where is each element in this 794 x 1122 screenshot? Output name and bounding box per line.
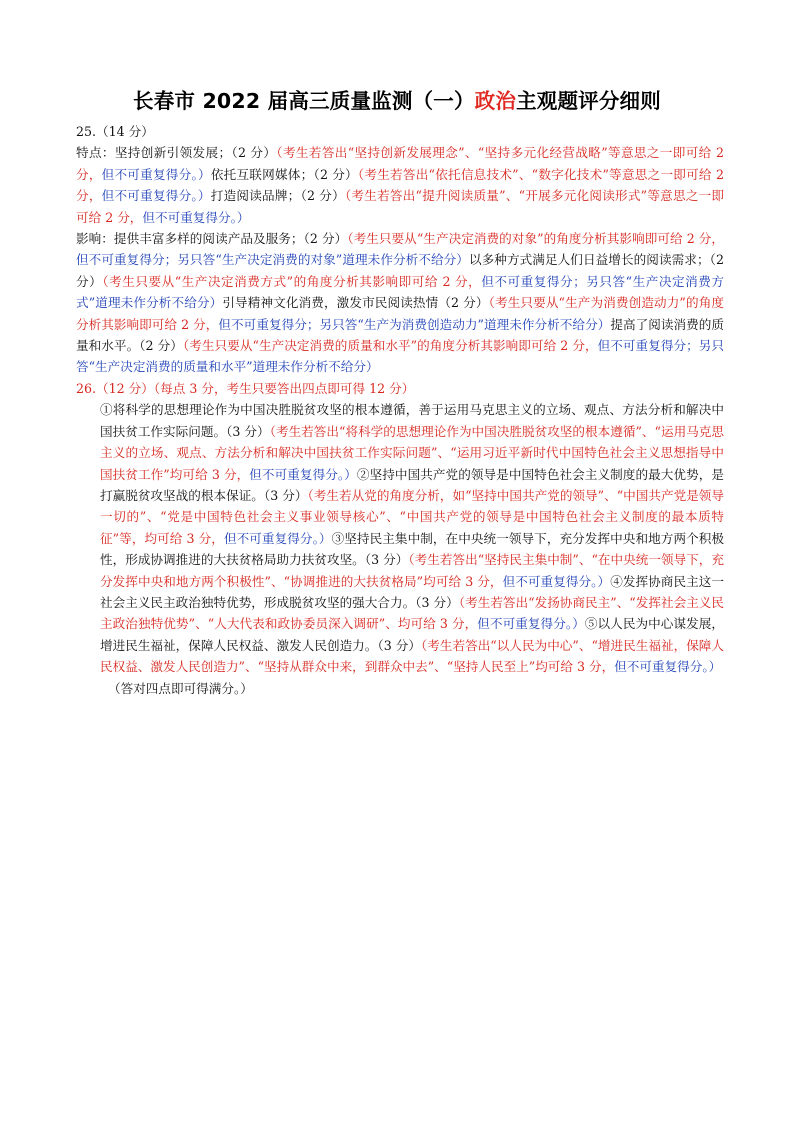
q25-feature-3-note-tail: 但不可重复得分。） <box>142 209 250 225</box>
q25-impact-4: 提高了阅读消费的质量和水平。（2 分） <box>76 316 724 354</box>
q25-impact-1-note-tail: 但不可重复得分；另只答“生产决定消费的对象”道理未作分析不给分） <box>76 252 469 268</box>
q25-feature-2-note: （考生若答出“依托信息技术”、“数字化技术”等意思之一即可给 2 分， <box>76 166 724 204</box>
q25-impact-3-note-tail: 但不可重复得分；另只答“生产为消费创造动力”道理未作分析不给分） <box>218 316 611 332</box>
q25-impact-2-note-tail: 但不可重复得分；另只答“生产决定消费方式”道理未作分析不给分） <box>76 273 724 311</box>
title-part1: 长春市 2022 届高三质量监测（一） <box>133 89 475 113</box>
q26-footer-note: （答对四点即可得满分。） <box>108 680 253 696</box>
q25-feature-1-note-tail: 但不可重复得分。） <box>101 166 211 182</box>
q26-point-4-note: （考生若答出“发扬协商民主”、“发挥社会主义民主政治独特优势”、“人大代表和政协委员深入调研”、均可给 3 分， <box>100 594 725 632</box>
q25-impact-1: 影响：提供丰富多样的阅读产品及服务；（2 分） <box>76 231 348 247</box>
q26-answers <box>76 399 724 677</box>
q26-point-2-note-tail: 但不可重复得分。） <box>223 530 332 546</box>
q26-point-5-note-tail: 但不可重复得分。） <box>614 659 722 675</box>
q25-heading: 25.（14 分） <box>76 124 154 139</box>
q25-impact-4-note-tail: 但不可重复得分；另只答“生产决定消费的质量和水平”道理未作分析不给分） <box>76 338 725 375</box>
q26-point-3: ③坚持民主集中制，在中央统一领导下，充分发挥中央和地方两个积极性，形成协调推进的大扶贫格局助力扶贫攻坚。（3 分） <box>100 530 725 568</box>
title-part2: 主观题评分细则 <box>516 89 661 113</box>
q26-point-2-note: （考生若从党的角度分析，如“坚持中国共产党的领导”、“中国共产党是领导一切的”、“党是中国特色社会主义事业领导核心”、“中国共产党的领导是中国特色社会主义制度的最本质特征”等，均可给 3 分， <box>100 487 725 546</box>
q25-feature-3: 打造阅读品牌；（2 分） <box>210 188 345 204</box>
q26-point-4: ④发挥协商民主这一社会主义民主政治独特优势，形成脱贫攻坚的强大合力。（3 分） <box>100 573 725 610</box>
q26-point-1-note: （考生若答出“将科学的思想理论作为中国决胜脱贫攻坚的根本遵循”、“运用马克思主义的立场、观点、方法分析和解决中国扶贫工作实际问题”、“运用习近平新时代中国特色社会主义思想指导中国扶贫工作”均可给 3 分， <box>100 423 725 482</box>
q25-feature-3-note: （考生若答出“提升阅读质量”、“开展多元化阅读形式”等意思之一即可给 2 分， <box>76 188 725 225</box>
q26-heading-number: 26.（12 分） <box>76 380 154 396</box>
q25-impact-3: 引导精神文化消费，激发市民阅读热情（2 分） <box>222 295 489 311</box>
q26-point-1: ①将科学的思想理论作为中国决胜脱贫攻坚的根本遵循，善于运用马克思主义的立场、观点、方法分析和解决中国扶贫工作实际问题。（3 分） <box>100 402 724 439</box>
title-subject: 政治 <box>474 89 517 113</box>
q26-point-2: ②坚持中国共产党的领导是中国特色社会主义制度的最大优势，是打赢脱贫攻坚战的根本保证。（3 分） <box>100 466 725 503</box>
q26-point-4-note-tail: 但不可重复得分。） <box>477 616 585 632</box>
q25-impact-2: 以多种方式满足人们日益增长的阅读需求；（2 分） <box>76 252 724 289</box>
q25-features <box>76 142 724 228</box>
q25-impact-2-note: （考生只要从“生产决定消费方式”的角度分析其影响即可给 2 分， <box>102 273 482 289</box>
page-title <box>0 84 794 114</box>
q25-impact <box>76 228 724 378</box>
q26-point-5: ⑤以人民为中心谋发展，增进民生福祉，保障人民权益、激发人民创造力。（3 分） <box>100 616 725 653</box>
q26-point-5-note: （考生若答出“以人民为中心”、“增进民生福祉，保障人民权益、激发人民创造力”、“坚持从群众中来，到群众中去”、“坚持人民至上”均可给 3 分， <box>100 637 724 675</box>
q26-point-3-note: （考生若答出“坚持民主集中制”、“在中央统一领导下，充分发挥中央和地方两个积极性”、“协调推进的大扶贫格局”均可给 3 分， <box>100 552 724 589</box>
q26-heading <box>76 378 724 399</box>
q25-feature-1-note: （考生若答出“坚持创新发展理念”、“坚持多元化经营战略”等意思之一即可给 2 分， <box>76 145 724 182</box>
q25-impact-4-note: （考生只要从“生产决定消费的质量和水平”的角度分析其影响即可给 2 分， <box>182 338 598 354</box>
q26-point-3-note-tail: 但不可重复得分。） <box>502 573 611 589</box>
q25-impact-3-note: （考生只要从“生产为消费创造动力”的角度分析其影响即可给 2 分， <box>76 295 724 332</box>
q25-feature-2: 依托互联网媒体；（2 分） <box>210 166 358 182</box>
q25-impact-1-note: （考生只要从“生产决定消费的对象”的角度分析其影响即可给 2 分， <box>347 231 724 247</box>
document-body <box>76 121 724 699</box>
q26-heading-note: （每点 3 分，考生只要答出四点即可得 12 分） <box>153 380 415 396</box>
q26-point-1-note-tail: 但不可重复得分。） <box>249 466 357 482</box>
q25-feature-2-note-tail: 但不可重复得分。） <box>101 188 211 204</box>
q25-feature-1: 特点：坚持创新引领发展；（2 分） <box>76 145 277 161</box>
